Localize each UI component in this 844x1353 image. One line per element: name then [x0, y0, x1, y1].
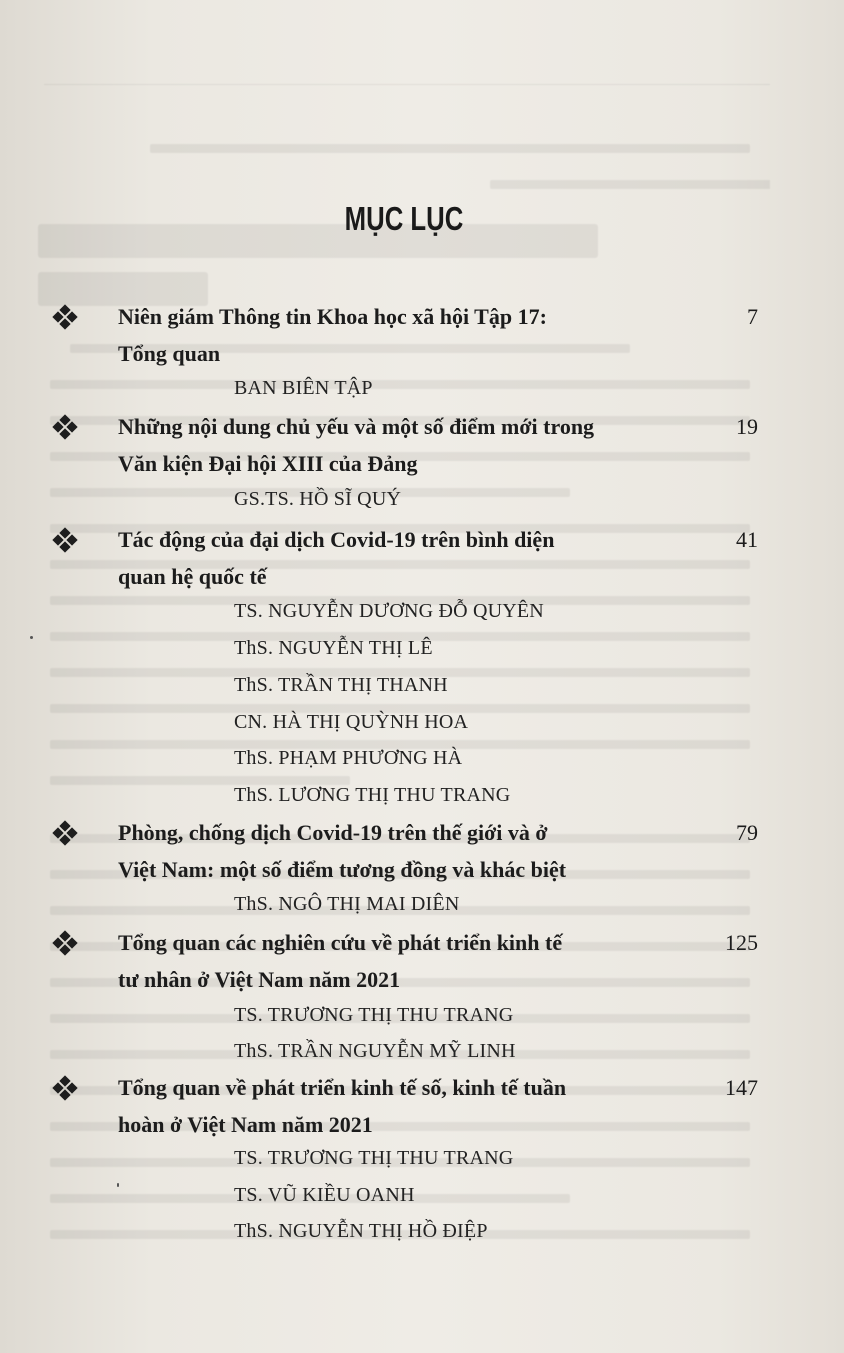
page-number: 41	[736, 527, 758, 552]
author: ThS. LƯƠNG THỊ THU TRANG	[234, 784, 511, 806]
author: CN. HÀ THỊ QUỲNH HOA	[234, 711, 469, 733]
diamond-bullet-icon	[52, 822, 78, 848]
entry-title-line: Tổng quan về phát triển kinh tế số, kinh tế tuần	[118, 1075, 567, 1100]
author: ThS. NGUYỄN THỊ LÊ	[234, 637, 433, 659]
entry-title	[118, 408, 678, 482]
author: ThS. TRẦN THỊ THANH	[234, 674, 448, 696]
entry-title-line: Tổng quan	[118, 341, 221, 366]
entry-title-line: tư nhân ở Việt Nam năm 2021	[118, 967, 401, 992]
entry-title-line: Những nội dung chủ yếu và một số điểm mới trong	[118, 414, 595, 439]
diamond-bullet-icon	[52, 932, 78, 958]
page-number: 79	[736, 820, 758, 845]
entry-title-line: hoàn ở Việt Nam năm 2021	[118, 1112, 373, 1137]
diamond-bullet-icon	[52, 306, 78, 332]
print-speck	[117, 1183, 119, 1187]
author: TS. NGUYỄN DƯƠNG ĐỖ QUYÊN	[234, 600, 544, 622]
entry-title-line: Tổng quan các nghiên cứu về phát triển kinh tế	[118, 930, 563, 955]
diamond-bullet-icon	[52, 1077, 78, 1103]
author: TS. TRƯƠNG THỊ THU TRANG	[234, 1004, 514, 1026]
author: ThS. PHẠM PHƯƠNG HÀ	[234, 747, 463, 769]
author: ThS. TRẦN NGUYỄN MỸ LINH	[234, 1040, 516, 1062]
author: ThS. NGÔ THỊ MAI DIÊN	[234, 893, 460, 915]
author: TS. VŨ KIỀU OANH	[234, 1184, 415, 1206]
entry-title-line: Tác động của đại dịch Covid-19 trên bình diện	[118, 527, 555, 552]
entry-title	[118, 521, 678, 595]
author: GS.TS. HỒ SĨ QUÝ	[234, 488, 402, 510]
entry-title	[118, 1069, 678, 1143]
diamond-bullet-icon	[52, 416, 78, 442]
entry-title	[118, 924, 678, 998]
author: ThS. NGUYỄN THỊ HỒ ĐIỆP	[234, 1220, 488, 1242]
author: BAN BIÊN TẬP	[234, 377, 373, 399]
entry-title-line: quan hệ quốc tế	[118, 564, 267, 589]
page-number: 147	[725, 1075, 758, 1100]
entry-title-line: Văn kiện Đại hội XIII của Đảng	[118, 451, 418, 476]
entry-title-line: Việt Nam: một số điểm tương đồng và khác biệt	[118, 857, 567, 882]
entry-title	[118, 298, 678, 372]
entry-title	[118, 814, 678, 888]
diamond-bullet-icon	[52, 529, 78, 555]
page-number: 19	[736, 414, 758, 439]
page-number: 125	[725, 930, 758, 955]
entry-title-line: Niên giám Thông tin Khoa học xã hội Tập 17:	[118, 304, 547, 329]
print-speck	[30, 636, 33, 639]
entry-title-line: Phòng, chống dịch Covid-19 trên thế giới và ở	[118, 820, 548, 845]
author: TS. TRƯƠNG THỊ THU TRANG	[234, 1147, 514, 1169]
toc-title: MỤC LỤC	[344, 200, 464, 237]
page-number: 7	[747, 304, 758, 329]
